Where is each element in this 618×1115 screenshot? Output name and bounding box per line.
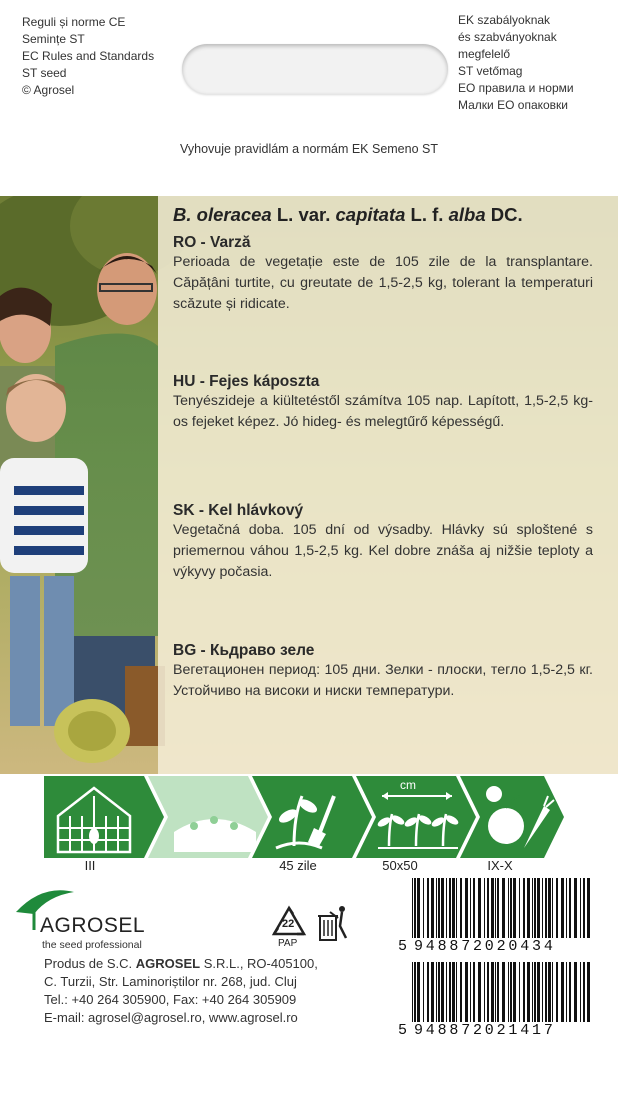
- section-text: Vegetačná doba. 105 dní od výsadby. Hlávky sú sploštené s priemernou váhou 1,5-2,5 kg. Kel dobre znáša aj nižšie teploty a výkyvy počasia.: [173, 522, 593, 580]
- barcode-bar: [513, 878, 516, 938]
- brand-tagline: the seed professional: [42, 939, 142, 951]
- regulatory-line: © Agrosel: [22, 83, 75, 97]
- barcode-bar: [438, 962, 440, 1022]
- regulatory-text-right: [458, 12, 574, 114]
- section-text: Tenyészideje a kiültetéstől számítva 105 nap. Lapított, 1,5-2,5 kg-os fejeket képez. Jó hideg- és melegtűrő képességű.: [173, 393, 593, 430]
- description-content: [173, 204, 593, 774]
- barcode-bar: [552, 878, 553, 938]
- barcode-digit-first: 5: [398, 938, 410, 955]
- barcode-bar: [423, 878, 424, 938]
- icon-label-harvest: IX-X: [487, 858, 513, 873]
- greenhouse-sowing-icon: [44, 776, 164, 858]
- address-line: E-mail: agrosel@agrosel.ro, www.agrosel.ro: [44, 1010, 298, 1025]
- barcode-bar: [427, 962, 429, 1022]
- icon-label-transplant: 45 zile: [279, 858, 317, 873]
- barcode-bar: [587, 962, 590, 1022]
- barcode-2: [398, 962, 598, 1042]
- barcode-bar: [438, 878, 440, 938]
- barcode-bars: [412, 962, 592, 1024]
- barcode-bar: [487, 878, 489, 938]
- latin-variety: capitata: [335, 204, 406, 225]
- icon-label-sowing: III: [84, 858, 96, 873]
- barcode-bar: [484, 878, 485, 938]
- barcode-bar: [519, 878, 520, 938]
- barcode-bar: [552, 962, 553, 1022]
- barcode-bar: [523, 878, 525, 938]
- regulatory-line: és szabványoknak: [458, 30, 557, 44]
- barcode-bar: [574, 962, 577, 1022]
- address-line: C. Turzii, Str. Laminoriștilor nr. 268, jud. Cluj: [44, 974, 297, 989]
- section-bg: [173, 642, 593, 702]
- section-text: Perioada de vegetație este de 105 zile de la transplantare. Căpățâni turtite, cu greutate de 1,5-2,5 kg, tolerant la temperaturi scăzute și ridicate.: [173, 254, 593, 312]
- barcode-bar: [487, 962, 489, 1022]
- address-company: AGROSEL: [135, 956, 201, 971]
- regulatory-line: Малки ЕО опаковки: [458, 98, 568, 112]
- regulatory-line: megfelelő: [458, 47, 511, 61]
- barcode-bar: [449, 962, 451, 1022]
- agrosel-logo: [12, 884, 162, 959]
- barcode-bar: [587, 878, 590, 938]
- regulatory-line: ЕО правила и норми: [458, 81, 574, 95]
- barcode-bar: [556, 878, 558, 938]
- barcode-1: [398, 878, 598, 958]
- barcode-bar: [548, 878, 551, 938]
- barcode-bar: [583, 878, 585, 938]
- regulatory-line: EC Rules and Standards: [22, 49, 155, 63]
- barcode-bar: [497, 878, 499, 938]
- barcode-digits: 948872020434: [414, 938, 556, 955]
- barcode-bar: [431, 878, 434, 938]
- barcode-bar: [532, 878, 533, 938]
- barcode-bar: [510, 962, 512, 1022]
- transplant-trowel-icon: [252, 776, 372, 858]
- barcode-bar: [446, 878, 447, 938]
- barcode-bar: [412, 962, 413, 1022]
- latin-genus: B. oleracea: [173, 204, 272, 225]
- section-text: Вегетационен период: 105 дни. Зелки - плоски, тегло 1,5-2,5 кг. Устойчиво на високи и ниски температури.: [173, 662, 593, 699]
- barcode-bar: [473, 878, 475, 938]
- barcode-bar: [465, 962, 468, 1022]
- barcode-bar: [491, 962, 494, 1022]
- barcode-bar: [414, 962, 416, 1022]
- regulatory-text-left: [22, 14, 154, 99]
- section-ro: [173, 234, 593, 315]
- barcode-bar: [510, 878, 512, 938]
- seedbed-icon: [148, 776, 268, 858]
- barcode-bar: [491, 878, 494, 938]
- address-prefix: Produs de S.C.: [44, 956, 136, 971]
- recycle-material: PAP: [278, 938, 298, 949]
- cultivation-icons-strip: [44, 776, 564, 858]
- barcode-bar: [484, 962, 485, 1022]
- barcode-bar: [537, 878, 540, 938]
- plant-spacing-icon: [356, 776, 476, 858]
- barcode-bar: [497, 962, 499, 1022]
- barcode-bar: [580, 962, 581, 1022]
- section-title: BG - Кьдраво зеле: [173, 642, 315, 659]
- barcode-bar: [583, 962, 585, 1022]
- section-title: SK - Kel hlávkový: [173, 502, 304, 519]
- barcode-bar: [449, 878, 451, 938]
- barcode-bar: [495, 962, 496, 1022]
- barcode-bar: [456, 962, 457, 1022]
- barcode-bar: [465, 878, 468, 938]
- icon-label-spacing: 50x50: [382, 858, 418, 873]
- latin-part: L. var.: [271, 204, 336, 225]
- barcode-bar: [460, 878, 462, 938]
- barcode-bar: [414, 878, 416, 938]
- barcode-bar: [478, 962, 481, 1022]
- address-line: Tel.: +40 264 305900, Fax: +40 264 305909: [44, 992, 297, 1007]
- regulatory-line: ST vetőmag: [458, 64, 523, 78]
- barcode-bar: [470, 878, 471, 938]
- barcode-bar: [542, 962, 543, 1022]
- barcode-bars: [412, 878, 592, 940]
- cultivation-icons: [44, 776, 564, 858]
- section-title: RO - Varză: [173, 234, 251, 251]
- barcode-bar: [569, 878, 571, 938]
- barcode-bar: [513, 962, 516, 1022]
- barcode-bar: [534, 962, 536, 1022]
- barcode-bar: [470, 962, 471, 1022]
- barcode-bar: [456, 878, 457, 938]
- barcode-bar: [412, 878, 413, 938]
- barcode-bar: [417, 962, 420, 1022]
- barcode-bar: [502, 962, 505, 1022]
- barcode-bar: [542, 878, 543, 938]
- barcode-bar: [508, 962, 509, 1022]
- regulatory-line: ST seed: [22, 66, 67, 80]
- barcode-bar: [545, 878, 547, 938]
- regulatory-line: EK szabályoknak: [458, 13, 551, 27]
- barcode-bar: [423, 962, 424, 1022]
- barcode-bar: [532, 962, 533, 1022]
- barcode-bar: [527, 962, 530, 1022]
- regulatory-line: Semințe ST: [22, 32, 85, 46]
- barcode-bar: [556, 962, 558, 1022]
- barcode-bar: [478, 878, 481, 938]
- barcode-digit-first: 5: [398, 1022, 410, 1039]
- producer-address: [44, 955, 318, 1027]
- barcode-bar: [441, 878, 444, 938]
- regulatory-line: Reguli și norme CE: [22, 15, 126, 29]
- barcode-bar: [417, 878, 420, 938]
- barcode-bar: [566, 878, 567, 938]
- trash-bin-icon: [316, 904, 350, 949]
- barcode-bar: [566, 962, 567, 1022]
- address-line: [44, 955, 318, 973]
- barcode-bar: [569, 962, 571, 1022]
- barcode-bar: [527, 878, 530, 938]
- latin-form: alba: [448, 204, 486, 225]
- latin-part: L. f.: [405, 204, 449, 225]
- barcode-bar: [534, 878, 536, 938]
- recycle-symbol: [270, 904, 308, 947]
- recycle-code: 22: [282, 918, 295, 930]
- section-sk: [173, 502, 593, 583]
- barcode-digits: 948872021417: [414, 1022, 556, 1039]
- barcode-bar: [446, 962, 447, 1022]
- barcode-bar: [548, 962, 551, 1022]
- spacing-unit-label: cm: [400, 778, 416, 792]
- hang-slot: [182, 44, 448, 94]
- slovak-regulatory-line: Vyhovuje pravidlám a normám EK Semeno ST: [180, 142, 438, 156]
- barcode-bar: [436, 962, 437, 1022]
- barcode-bar: [452, 962, 455, 1022]
- barcode-bar: [508, 878, 509, 938]
- barcode-bar: [580, 878, 581, 938]
- barcode-bar: [523, 962, 525, 1022]
- barcode-bar: [436, 878, 437, 938]
- barcode-bar: [561, 878, 564, 938]
- barcode-bar: [545, 962, 547, 1022]
- barcode-bar: [502, 878, 505, 938]
- brand-name: AGROSEL: [40, 914, 146, 937]
- barcode-bar: [519, 962, 520, 1022]
- barcode-bar: [452, 878, 455, 938]
- section-title: HU - Fejes káposzta: [173, 373, 320, 390]
- latin-part: DC.: [485, 204, 523, 225]
- barcode-bar: [574, 878, 577, 938]
- barcode-bar: [427, 878, 429, 938]
- address-suffix: S.R.L., RO-405100,: [200, 956, 318, 971]
- section-hu: [173, 373, 593, 433]
- barcode-bar: [561, 962, 564, 1022]
- barcode-bar: [537, 962, 540, 1022]
- barcode-bar: [441, 962, 444, 1022]
- barcode-bar: [460, 962, 462, 1022]
- barcode-bar: [431, 962, 434, 1022]
- latin-name: [173, 204, 523, 226]
- barcode-bar: [473, 962, 475, 1022]
- barcode-bar: [495, 878, 496, 938]
